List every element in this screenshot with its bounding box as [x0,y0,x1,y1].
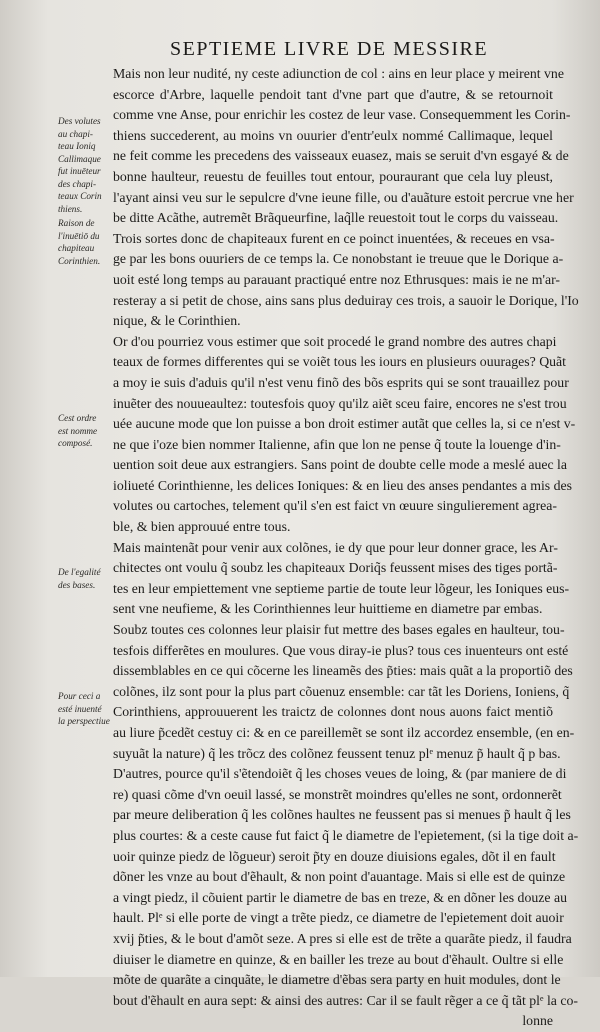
margin-note-line: au chapi- [58,128,93,139]
text-line: Trois sortes donc de chapiteaux furent en ce poinct inuentées, & receues en vsa- [113,230,555,246]
text-line: be ditte Acãthe, autremẽt Brãqueurfine, laq̃lle reuestoit tout le corps du vaisseau. [113,210,559,226]
margin-note-bases [58,566,116,591]
text-line: bonne haulteur, reuestu de feuilles tout entour, pouraurant que cela luy pleust, [113,168,553,184]
text-line: Or d'ou pourriez vous estimer que soit procedé le grand nombre des autres chapi [113,333,557,349]
text-line: a vingt piedz, il cõuient partir le diametre de bas en treze, & en dõner les douze au [113,889,567,905]
margin-note-line: est nomme [58,425,98,436]
text-line: ne feit comme les precedens des vaisseaux euasez, mais se seruit d'vn esgayé & de [113,148,569,164]
text-line: par meure deliberation q̃ les colõnes haultes ne feussent pas si menues p̃ hault q̃ les [113,807,571,823]
text-line: Mais non leur nudité, ny ceste adiunction de col : ains en leur place y meirent vne [113,66,564,81]
text-line: resteray a si petit de chose, ains sans plus deduiray ces trois, a sauoir le Dorique, l'Io [113,292,579,308]
text-line: diuiser le diametre en quinze, & en bailler les treze au bout d'ẽhault. Oultre si elle [113,951,564,967]
text-line: uée aucune mode que lon puisse a bon droit estimer autãt que celles la, si ce n'est v- [113,416,576,432]
text-line: D'autres, pource qu'il s'ẽtendoiẽt q̃ les choses veues de loing, & (par maniere de di [113,766,567,782]
margin-note-line: chapiteau [58,243,95,253]
text-line: ge par les bons ouuriers de ce temps la. Ce nonobstant ie treuue que le Dorique a- [113,251,564,267]
text-line: ioliueté Corinthienne, les delices Ioniques: & en lieu des anses pendantes a mis des [113,477,573,493]
text-line: escorce d'Arbre, laquelle pendoit tant d'vne part que d'autre, & se retournoit [113,86,553,102]
margin-note-line: teau Ioniq [58,141,96,151]
text-line: suyuãt la nature) q̃ les trõcz des colõnez feussent tenuz plᵉ menuz p̃ hault q̃ p bas. [113,745,561,761]
margin-note-line: des chapi- [58,178,97,189]
text-line: dõner les vnze au bout d'ẽhault, & non point d'auantage. Mais si elle est de quinze [113,869,566,885]
margin-note-line: De l'egalité [58,567,101,577]
text-line: lonne [522,1013,553,1029]
text-line: hault. Plᵉ si elle porte de vingt a trẽte piedz, ce diametre de l'epietement doit auoir [113,910,564,926]
text-line: dissemblables en ce qui cõcerne les lineamẽs des p̃ties: mais quãt a la proportiõ des [113,663,573,679]
text-line: Soubz toutes ces colonnes leur plaisir fut mettre des bases egales en haulteur, tou- [113,622,565,638]
text-line: Corinthiens, approuuerent les traictz de colonnes dont nous auons faict mentiõ [113,704,553,720]
text-line: tesfois differẽtes en moulures. Que vous diray-ie plus? tous ces inuenteurs ont esté [113,642,569,658]
margin-note-line: Corinthien. [58,255,101,266]
margin-note-perspectiue [58,690,116,728]
text-line: teaux de formes differentes qui se voiẽt tous les iours en plusieurs ouurages? Quãt [113,354,567,370]
margin-note-line: Des volutes [58,116,101,126]
text-line: mõte de quarãte a cinquãte, le diametre d'ẽbas sera party en huit modules, dont le [113,972,561,988]
margin-note-line: esté inuenté [58,703,102,714]
text-line: xvij p̃ties, & le bout d'amõt seze. A pres si elle est de trẽte a quarãte piedz, il faudra [113,930,572,946]
text-line: re) quasi cõme d'vn oeuil lassé, se monstrẽt moindres qu'elles ne sont, ordonnerẽt [113,786,562,802]
text-line: uention soit deue aux estrangiers. Sans point de doubte celle mode a meslé auec la [113,457,568,473]
text-line: inuẽter des nouueaultez: toutesfois quoy qu'ilz aiẽt sceu faire, encores ne s'est trou [113,395,567,411]
margin-note-line: fut inuēteur [58,166,101,176]
text-line: Mais maintenãt pour venir aux colõnes, ie dy que pour leur donner grace, les Ar- [113,539,558,555]
text-line: uoit esté long temps au parauant practiqué entre noz Ethrusques: mais ie ne m'ar- [113,271,561,287]
text-line: chitectes ont voulu q̃ soubz les chapiteaux Doriq̃s feussent mises des tiges portã- [113,560,558,576]
text-line: comme vne Anse, pour enrichir les costez de leur vase. Consequemment les Corin- [113,107,571,123]
text-line: sent vne neufieme, & les Corinthiennes leur huittieme en diametre par embas. [113,601,543,617]
text-line: colõnes, ilz sont pour la plus part cõuenuz ensemble: car tãt les Doriens, Ioniens, q̃ [113,683,570,699]
margin-note-volutes [58,115,116,215]
margin-note-line: Callimaque [58,153,101,164]
text-line: tes en leur empiettement vne septieme partie de toute leur lõgeur, les Ioniques eus- [113,580,570,596]
text-line: thiens succederent, au moins vn ouurier d'entr'eulx nommé Callimaque, lequel [113,127,553,143]
margin-note-line: thiens. [58,203,83,214]
margin-note-line: la perspectiue [58,716,110,726]
margin-note-raison [58,217,116,267]
text-line: uoir quinze piedz de lõgueur) seroit p̃ty en douze diuisions egales, dõt il en fault [113,848,556,864]
text-line: bout d'ẽhault en aura sept: & ainsi des autres: Car il se fault rẽger a ce q̃ tãt plᵉ la co- [113,992,578,1008]
running-header: SEPTIEME LIVRE DE MESSIRE [170,38,489,60]
margin-note-line: l'inuētiō du [58,230,100,241]
text-line: volutes ou cartoches, telement qu'il s'en est faict vn œuure singulierement agrea- [113,498,558,514]
margin-note-line: Pour ceci a [58,691,101,701]
text-line: plus courtes: & a ceste cause fut faict q̃ le diametre de l'epietement, (si la tige doit a- [113,827,579,843]
margin-note-line: Cest ordre [58,413,97,423]
margin-note-ordre [58,412,116,450]
margin-note-line: des bases. [58,579,96,590]
text-line: au liure p̃cedẽt cestuy ci: & en ce pareillemẽt se sont ilz accordez ensemble, (en en- [113,725,575,740]
body-text [113,64,579,1032]
margin-note-line: composé. [58,438,93,448]
text-line: l'ayant ainsi veu sur le sepulcre d'vne ieune fille, ou d'auãture estoit percrue vne her [113,189,574,205]
margin-note-line: Raison de [58,218,95,228]
text-line: a moy ie suis d'aduis qu'il n'est venu finõ des bõs esprits qui se sont trauaillez pour [113,374,569,390]
text-line: ne que i'oze bien nommer Italienne, afin que lon ne pense q̃ toute la louenge d'in- [113,436,561,452]
text-line: nique, & le Corinthien. [113,313,241,329]
text-line: ble, & bien approuué entre tous. [113,519,291,535]
margin-note-line: teaux Corin [58,191,102,201]
